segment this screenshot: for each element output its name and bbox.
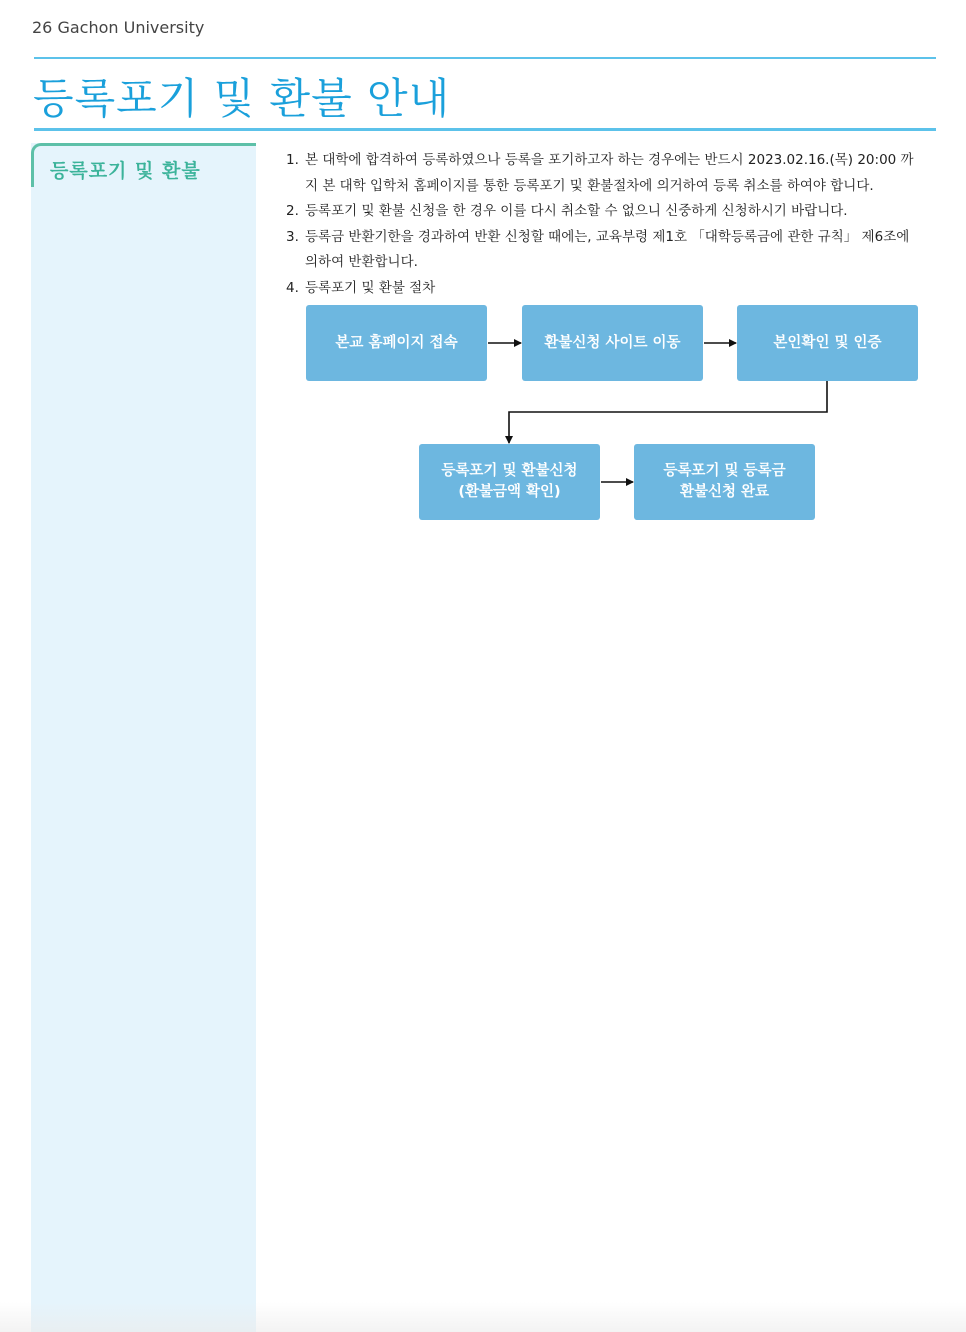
flow-step-homepage — [306, 305, 487, 381]
content-body — [286, 148, 926, 301]
flow-step-refund-site — [522, 305, 703, 381]
flow-step-label: 등록포기 및 등록금 — [663, 463, 786, 479]
list-item — [286, 148, 926, 199]
flow-arrow-3-4 — [509, 381, 827, 443]
list-item — [286, 276, 926, 302]
title-divider — [34, 128, 936, 131]
flow-step-label: 본인확인 및 인증 — [773, 334, 882, 351]
list-item-number: 1. — [286, 152, 299, 168]
list-item — [286, 199, 926, 225]
list-item — [286, 225, 926, 276]
list-item-text: 등록포기 및 환불 절차 — [305, 279, 436, 296]
flow-step-sublabel: (환불금액 확인) — [458, 484, 561, 500]
sidebar — [31, 143, 256, 1332]
list-item-number: 2. — [286, 203, 299, 219]
list-item-number: 3. — [286, 228, 299, 245]
list-item-text: 등록금 반환기한을 경과하여 반환 신청할 때에는, 교육부령 제1호 「대학등록금에 관한 규칙」 제6조에 의하여 반환합니다. — [305, 228, 910, 270]
page-bottom-shade — [0, 1302, 966, 1332]
sidebar-section-label: 등록포기 및 환불 — [50, 160, 201, 182]
list-item-number: 4. — [286, 279, 299, 296]
flow-step-label: 등록포기 및 환불신청 — [441, 463, 578, 479]
flow-step-label: 환불신청 사이트 이동 — [544, 334, 681, 351]
flow-step-complete — [634, 444, 815, 520]
list-item-text: 등록포기 및 환불 신청을 한 경우 이를 다시 취소할 수 없으니 신중하게 신청하시기 바랍니다. — [305, 203, 848, 219]
page-number-label: 26 Gachon University — [32, 18, 205, 37]
list-item-text: 본 대학에 합격하여 등록하였으나 등록을 포기하고자 하는 경우에는 반드시 2023.02.16.(목) 20:00 까지 본 대학 입학처 홈페이지를 통한 등록포기 및 환불절차에 의거하여 등록 취소를 하여야 합니다. — [305, 152, 914, 194]
flow-step-label: 본교 홈페이지 접속 — [335, 334, 458, 351]
flow-step-refund-request — [419, 444, 600, 520]
page-title: 등록포기 및 환불 안내 — [33, 74, 451, 123]
flow-step-sublabel: 환불신청 완료 — [679, 484, 770, 500]
flow-step-verification — [737, 305, 918, 381]
header-divider — [34, 57, 936, 59]
sidebar-tab — [31, 143, 256, 187]
